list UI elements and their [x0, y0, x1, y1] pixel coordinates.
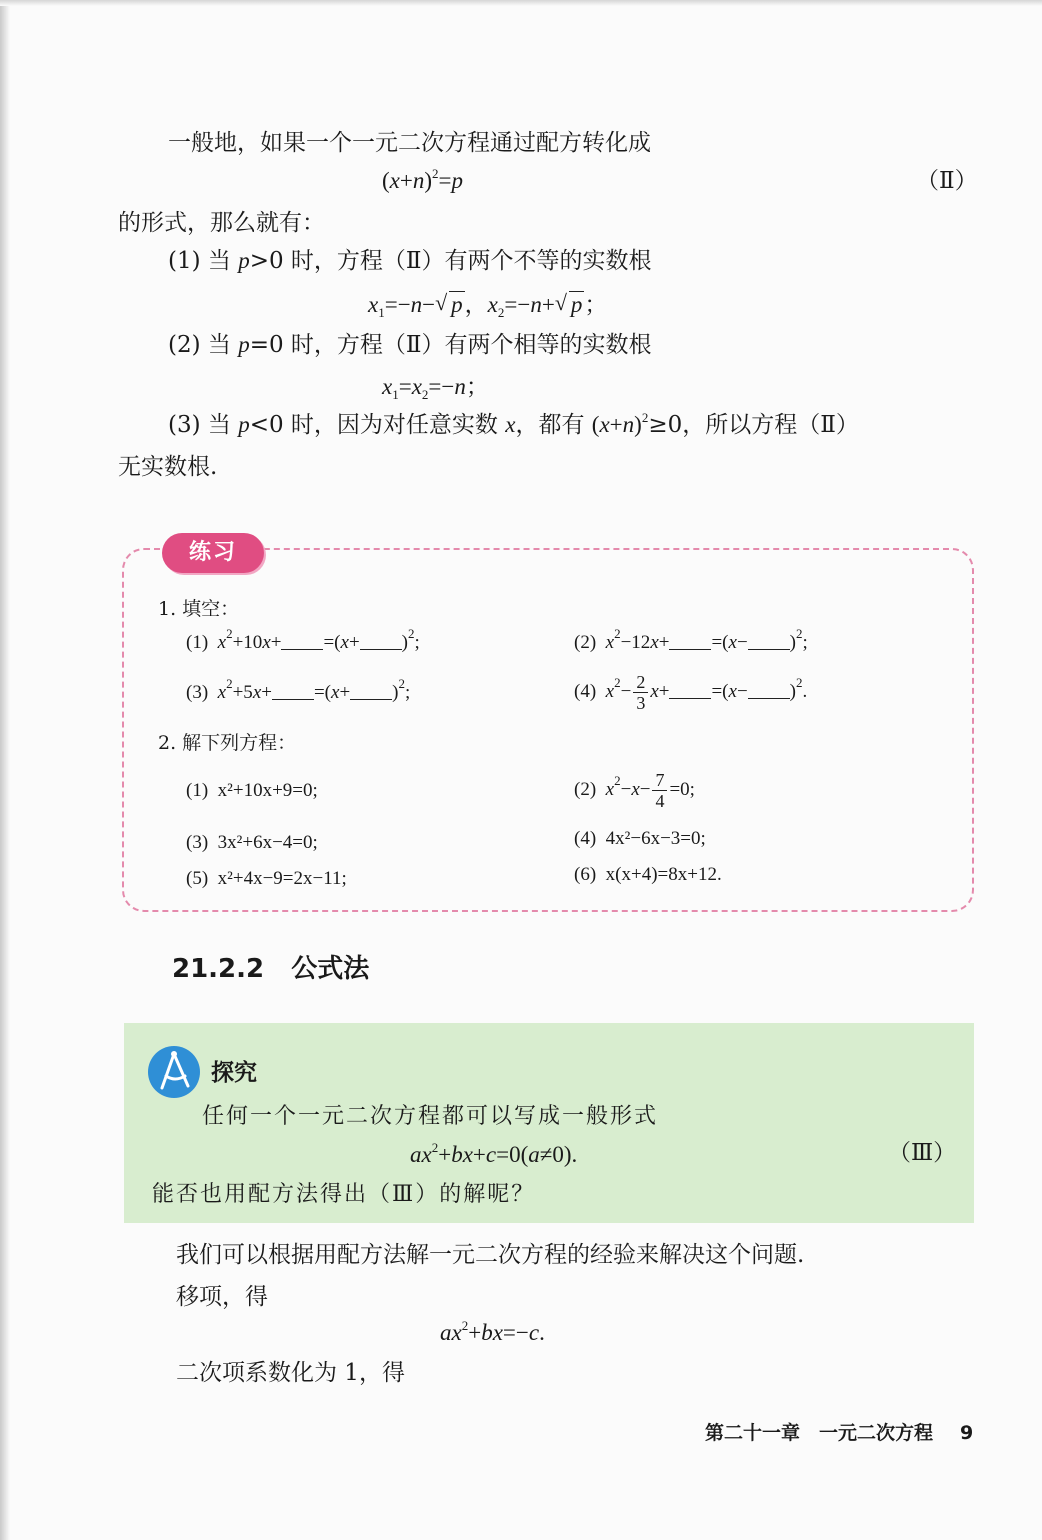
case-3-text: (3) 当 p<0 时，因为对任意实数 x，都有 $(x+n)^2\ge 0$，所以方程（Ⅱ）	[168, 410, 859, 438]
body-line-3: 二次项系数化为 1，得	[176, 1360, 405, 1386]
chapter-footer: 第二十一章 一元二次方程	[705, 1422, 934, 1444]
solve-eq-1: (1) x²+10x+9=0;	[186, 780, 318, 801]
equation-tag-ii: （Ⅱ）	[916, 168, 978, 194]
fill-blank-1: (1) $x^2+10x+ =(x+ )^2$;	[186, 626, 420, 653]
case-1-text: (1) 当 p>0 时，方程（Ⅱ）有两个不等的实数根	[168, 248, 652, 274]
formal-form-text: 的形式，那么就有：	[118, 210, 325, 236]
equation-ii: $(x+n)^2=p$	[382, 166, 464, 193]
body-line-1: 我们可以根据用配方法解一元二次方程的经验来解决这个问题.	[176, 1242, 805, 1268]
case-2-roots: $x_1=x_2=-n$；	[382, 374, 489, 402]
case-1-roots: $x_1=-n-$ √ p，$x_2=-n+$ √ p；	[368, 290, 608, 320]
question-1-title: 1. 填空：	[158, 598, 240, 620]
body-line-2: 移项，得	[176, 1284, 268, 1310]
section-heading: 21.2.2 公式法	[172, 954, 370, 984]
explore-line-1: 任何一个一元二次方程都可以写成一般形式	[202, 1104, 659, 1129]
solve-eq-4: (4) 4x²−6x−3=0;	[574, 828, 706, 849]
solve-eq-2: (2) $x^2-x-$ $\frac{7}{4}$ =0;	[574, 770, 695, 812]
practice-badge: 练习	[162, 533, 264, 573]
case-3-tail: 无实数根.	[118, 454, 218, 480]
transposed-equation: $ax^2+bx=-c$.	[440, 1318, 545, 1345]
compass-icon	[148, 1046, 200, 1098]
explore-question: 能否也用配方法得出（Ⅲ）的解呢？	[152, 1182, 536, 1207]
fill-blank-3: (3) $x^2+5x+ =(x+ )^2$;	[186, 676, 411, 703]
case-2-text: (2) 当 p=0 时，方程（Ⅱ）有两个相等的实数根	[168, 332, 652, 358]
fill-blank-4: (4) $x^2-$ $\frac{2}{3}$ $x+ =(x- )^2$.	[574, 672, 808, 714]
page-edge-shadow	[0, 0, 10, 1540]
page-number: 9	[960, 1422, 974, 1444]
solve-eq-5: (5) x²+4x−9=2x−11;	[186, 868, 347, 889]
question-2-title: 2. 解下列方程：	[158, 732, 297, 754]
intro-text: 一般地，如果一个一元二次方程通过配方转化成	[168, 130, 651, 156]
page-top-shadow	[0, 0, 1042, 6]
equation-tag-iii: （Ⅲ）	[888, 1140, 957, 1166]
solve-eq-3: (3) 3x²+6x−4=0;	[186, 832, 318, 853]
explore-title: 探究	[211, 1060, 257, 1086]
fill-blank-2: (2) $x^2-12x+ =(x- )^2$;	[574, 626, 808, 653]
general-form-equation: $ax^2+bx+c=0(a\ne 0)$.	[410, 1140, 578, 1167]
solve-eq-6: (6) x(x+4)=8x+12.	[574, 864, 722, 885]
